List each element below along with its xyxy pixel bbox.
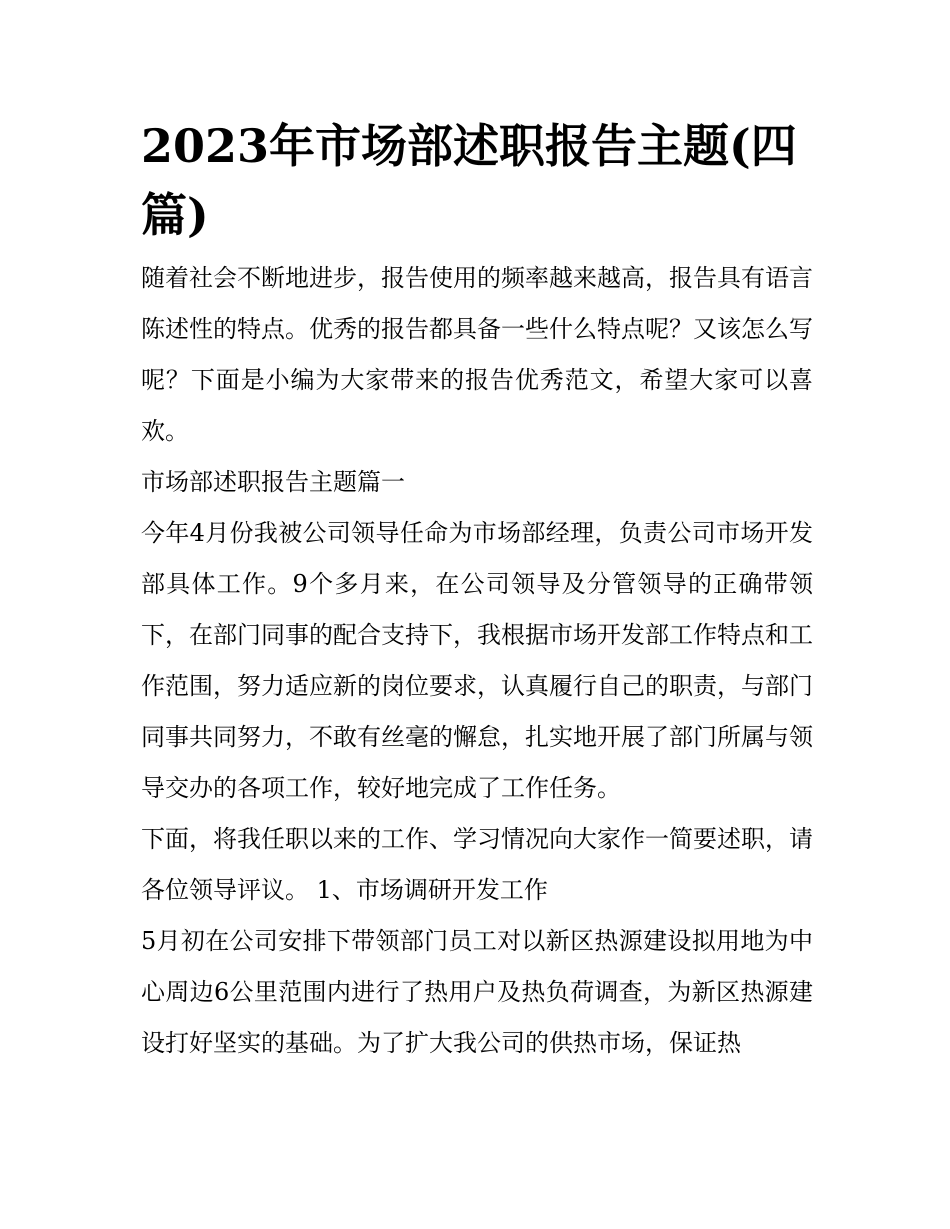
- intro-paragraph: 随着社会不断地进步，报告使用的频率越来越高，报告具有语言陈述性的特点。优秀的报告都具备一些什么特点呢？又该怎么写呢？下面是小编为大家带来的报告优秀范文，希望大家可以喜欢。: [141, 264, 813, 445]
- section-heading: 市场部述职报告主题篇一: [141, 468, 405, 496]
- body-paragraph: 下面，将我任职以来的工作、学习情况向大家作一简要述职，请各位领导评议。 1、市场调研开发工作: [141, 825, 813, 904]
- document-title: 2023年市场部述职报告主题(四篇): [141, 119, 797, 242]
- body-paragraph: 5月初在公司安排下带领部门员工对以新区热源建设拟用地为中心周边6公里范围内进行了热用户及热负荷调查，为新区热源建设打好坚实的基础。为了扩大我公司的供热市场，保证热: [141, 927, 813, 1057]
- body-paragraph: 今年4月份我被公司领导任命为市场部经理，负责公司市场开发部具体工作。9个多月来，在公司领导及分管领导的正确带领下，在部门同事的配合支持下，我根据市场开发部工作特点和工作范围，努力适应新的岗位要求，认真履行自己的职责，与部门同事共同努力，不敢有丝毫的懈怠，扎实地开展了部门所属与领导交办的各项工作，较好地完成了工作任务。: [141, 519, 813, 802]
- document-body: [141, 112, 813, 1069]
